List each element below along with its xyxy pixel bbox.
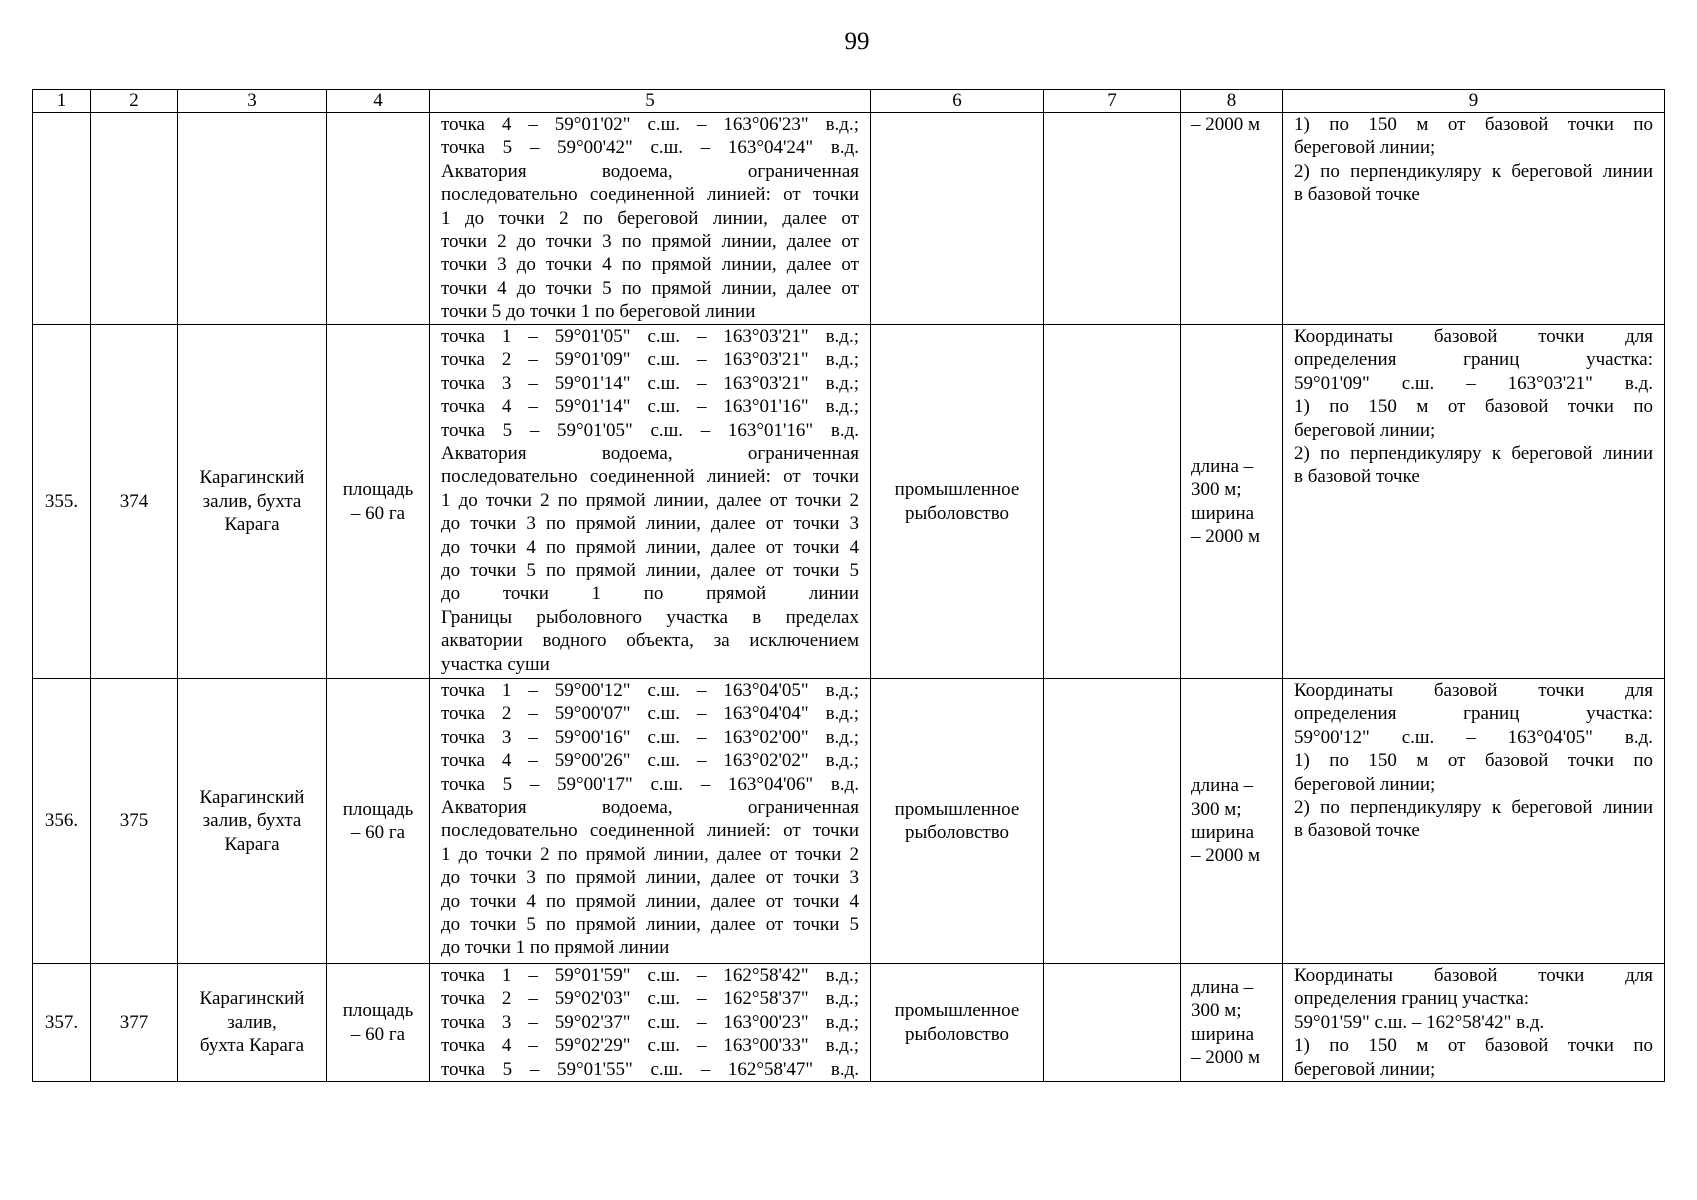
- dimensions-line: 300 м;: [1191, 479, 1242, 501]
- area-number: 375: [91, 679, 178, 964]
- boundaries-line: акватории водного объекта, за исключением: [441, 630, 859, 652]
- usage-type: [871, 113, 1044, 325]
- boundaries-line: точка 4 – 59°00'26" с.ш. – 163°02'02" в.д.;: [441, 750, 859, 772]
- table-row: [33, 325, 1665, 679]
- base-point-notes-line: 59°01'59" с.ш. – 162°58'42" в.д.: [1294, 1011, 1545, 1033]
- dimensions-line: длина –: [1191, 455, 1254, 477]
- base-point-notes: [1283, 964, 1665, 1082]
- table-row: [33, 679, 1665, 964]
- location: [178, 964, 327, 1082]
- column-header-8: 8: [1181, 90, 1283, 113]
- usage-type: [871, 679, 1044, 964]
- dimensions-line: 300 м;: [1191, 798, 1242, 820]
- area-number: [91, 113, 178, 325]
- dimensions: [1181, 679, 1283, 964]
- boundaries-line: точка 5 – 59°01'55" с.ш. – 162°58'47" в.д.: [441, 1058, 859, 1080]
- column-header-4: 4: [327, 90, 430, 113]
- boundaries-line: последовательно соединенной линией: от точки: [441, 820, 859, 842]
- column-header-5: 5: [430, 90, 871, 113]
- boundaries-line: до точки 3 по прямой линии, далее от точки 3: [441, 867, 859, 889]
- boundaries-line: 1 до точки 2 по прямой линии, далее от точки 2: [441, 843, 859, 865]
- boundaries-line: точка 4 – 59°02'29" с.ш. – 163°00'33" в.д.;: [441, 1035, 859, 1057]
- usage-type-line: рыболовство: [904, 502, 1010, 524]
- column-header-9: 9: [1283, 90, 1665, 113]
- boundaries-line: до точки 3 по прямой линии, далее от точки 3: [441, 513, 859, 535]
- location-line: Карагинский: [199, 467, 305, 489]
- location-line: залив, бухта: [202, 810, 302, 832]
- usage-type-line: рыболовство: [904, 822, 1010, 843]
- location-line: Карагинский: [199, 786, 305, 808]
- boundaries-line: точка 3 – 59°02'37" с.ш. – 163°00'23" в.д.;: [441, 1011, 859, 1033]
- boundaries-line: Акватория водоема, ограниченная: [441, 160, 859, 182]
- location: [178, 113, 327, 325]
- dimensions: [1181, 964, 1283, 1082]
- boundaries: [430, 113, 871, 325]
- location-line: залив, бухта: [202, 490, 302, 512]
- boundaries-line: до точки 4 по прямой линии, далее от точки 4: [441, 890, 859, 912]
- dimensions-line: – 2000 м: [1191, 525, 1261, 547]
- base-point-notes-line: определения границ участка:: [1294, 349, 1653, 371]
- base-point-notes-line: 2) по перпендикуляру к береговой линии: [1294, 160, 1653, 182]
- area-size: [327, 679, 430, 964]
- base-point-notes-line: 2) по перпендикуляру к береговой линии: [1294, 443, 1653, 465]
- boundaries-line: точка 5 – 59°01'05" с.ш. – 163°01'16" в.д.: [441, 419, 859, 441]
- boundaries-line: точки 2 до точки 3 по прямой линии, далее от: [441, 231, 859, 253]
- base-point-notes-line: в базовой точке: [1294, 820, 1420, 842]
- area-size-line: площадь: [342, 479, 414, 501]
- base-point-notes-line: береговой линии;: [1294, 773, 1436, 795]
- dimensions: [1181, 113, 1283, 325]
- location-line: Карагинский: [199, 988, 305, 1010]
- area-size-line: – 60 га: [350, 1023, 406, 1045]
- boundaries-line: до точки 5 по прямой линии, далее от точки 5: [441, 560, 859, 582]
- boundaries-line: до точки 4 по прямой линии, далее от точки 4: [441, 536, 859, 558]
- boundaries-line: точка 2 – 59°02'03" с.ш. – 162°58'37" в.д.;: [441, 988, 859, 1010]
- base-point-notes-line: 59°01'09" с.ш. – 163°03'21" в.д.: [1294, 372, 1653, 394]
- location-line: бухта Карага: [199, 1035, 305, 1057]
- usage-type-line: промышленное: [894, 1000, 1020, 1022]
- area-size: [327, 113, 430, 325]
- boundaries-line: участка суши: [441, 653, 550, 675]
- dimensions-line: 300 м;: [1191, 1000, 1242, 1022]
- location: [178, 325, 327, 679]
- area-size: [327, 325, 430, 679]
- row-number: 356.: [33, 679, 91, 964]
- area-size-line: площадь: [342, 1000, 414, 1022]
- base-point-notes-line: 59°00'12" с.ш. – 163°04'05" в.д.: [1294, 726, 1653, 748]
- base-point-notes-line: в базовой точке: [1294, 184, 1420, 206]
- base-point-notes-line: береговой линии;: [1294, 137, 1436, 159]
- boundaries-line: точка 3 – 59°00'16" с.ш. – 163°02'00" в.д.;: [441, 726, 859, 748]
- usage-type-line: промышленное: [894, 798, 1020, 820]
- location: [178, 679, 327, 964]
- boundaries-line: Акватория водоема, ограниченная: [441, 443, 859, 465]
- boundaries-line: точка 5 – 59°00'17" с.ш. – 163°04'06" в.д.: [441, 773, 859, 795]
- boundaries-line: точка 5 – 59°00'42" с.ш. – 163°04'24" в.д.: [441, 137, 859, 159]
- base-point-notes: [1283, 113, 1665, 325]
- area-number: 374: [91, 325, 178, 679]
- dimensions-line: ширина: [1191, 1023, 1255, 1045]
- base-point-notes-line: в базовой точке: [1294, 466, 1420, 488]
- fishing-areas-table: [32, 89, 1665, 1082]
- column-7: [1044, 679, 1181, 964]
- dimensions-line: – 2000 м: [1191, 114, 1261, 135]
- area-number: 377: [91, 964, 178, 1082]
- dimensions-line: ширина: [1191, 502, 1255, 524]
- boundaries-line: точки 3 до точки 4 по прямой линии, далее от: [441, 254, 859, 276]
- boundaries-line: до точки 5 по прямой линии, далее от точки 5: [441, 914, 859, 936]
- base-point-notes: [1283, 679, 1665, 964]
- base-point-notes-line: 1) по 150 м от базовой точки по: [1294, 396, 1653, 418]
- base-point-notes-line: 1) по 150 м от базовой точки по: [1294, 750, 1653, 772]
- usage-type: [871, 964, 1044, 1082]
- area-size: [327, 964, 430, 1082]
- column-header-6: 6: [871, 90, 1044, 113]
- row-number: [33, 113, 91, 325]
- area-size-line: – 60 га: [350, 502, 406, 524]
- boundaries-line: точка 2 – 59°01'09" с.ш. – 163°03'21" в.д.;: [441, 349, 859, 371]
- row-number: 355.: [33, 325, 91, 679]
- dimensions-line: длина –: [1191, 976, 1254, 998]
- boundaries: [430, 325, 871, 679]
- page-number: 99: [844, 28, 870, 55]
- boundaries-line: до точки 1 по прямой линии: [441, 583, 859, 605]
- base-point-notes: [1283, 325, 1665, 679]
- dimensions-line: ширина: [1191, 822, 1255, 843]
- table-row: [33, 964, 1665, 1082]
- boundaries-line: точка 3 – 59°01'14" с.ш. – 163°03'21" в.д.;: [441, 372, 859, 394]
- boundaries-line: точки 5 до точки 1 по береговой линии: [441, 301, 756, 323]
- base-point-notes-line: определения границ участка:: [1294, 988, 1530, 1010]
- boundaries-line: 1 до точки 2 по береговой линии, далее от: [441, 207, 859, 229]
- boundaries-line: точка 1 – 59°01'05" с.ш. – 163°03'21" в.д.;: [441, 326, 859, 347]
- column-header-3: 3: [178, 90, 327, 113]
- column-7: [1044, 113, 1181, 325]
- dimensions-line: – 2000 м: [1191, 845, 1261, 867]
- boundaries-line: точка 2 – 59°00'07" с.ш. – 163°04'04" в.д.;: [441, 703, 859, 725]
- dimensions: [1181, 325, 1283, 679]
- usage-type-line: промышленное: [894, 479, 1020, 501]
- boundaries-line: точка 1 – 59°01'59" с.ш. – 162°58'42" в.д.;: [441, 965, 859, 986]
- boundaries-line: точка 1 – 59°00'12" с.ш. – 163°04'05" в.д.;: [441, 680, 859, 701]
- area-size-line: площадь: [342, 798, 414, 820]
- boundaries-line: точка 4 – 59°01'14" с.ш. – 163°01'16" в.д.;: [441, 396, 859, 418]
- base-point-notes-line: 2) по перпендикуляру к береговой линии: [1294, 797, 1653, 819]
- column-header-7: 7: [1044, 90, 1181, 113]
- column-header-1: 1: [33, 90, 91, 113]
- location-line: залив,: [227, 1011, 277, 1033]
- base-point-notes-line: 1) по 150 м от базовой точки по: [1294, 1035, 1653, 1057]
- boundaries: [430, 964, 871, 1082]
- boundaries-line: Границы рыболовного участка в пределах: [441, 606, 859, 628]
- base-point-notes-line: 1) по 150 м от базовой точки по: [1294, 114, 1653, 135]
- area-size-line: – 60 га: [350, 822, 406, 843]
- header-row: [33, 90, 1665, 113]
- dimensions-line: – 2000 м: [1191, 1046, 1261, 1068]
- row-number: 357.: [33, 964, 91, 1082]
- boundaries-line: точка 4 – 59°01'02" с.ш. – 163°06'23" в.д.;: [441, 114, 859, 135]
- usage-type-line: рыболовство: [904, 1023, 1010, 1045]
- column-7: [1044, 964, 1181, 1082]
- boundaries-line: последовательно соединенной линией: от точки: [441, 184, 859, 206]
- column-7: [1044, 325, 1181, 679]
- location-line: Карага: [224, 833, 280, 855]
- boundaries: [430, 679, 871, 964]
- boundaries-line: до точки 1 по прямой линии: [441, 937, 670, 959]
- base-point-notes-line: определения границ участка:: [1294, 703, 1653, 725]
- column-header-2: 2: [91, 90, 178, 113]
- base-point-notes-line: Координаты базовой точки для: [1294, 680, 1653, 701]
- boundaries-line: последовательно соединенной линией: от точки: [441, 466, 859, 488]
- location-line: Карага: [224, 514, 280, 536]
- base-point-notes-line: Координаты базовой точки для: [1294, 965, 1653, 986]
- dimensions-line: длина –: [1191, 775, 1254, 797]
- boundaries-line: Акватория водоема, ограниченная: [441, 797, 859, 819]
- base-point-notes-line: береговой линии;: [1294, 419, 1436, 441]
- base-point-notes-line: Координаты базовой точки для: [1294, 326, 1653, 347]
- boundaries-line: 1 до точки 2 по прямой линии, далее от точки 2: [441, 489, 859, 511]
- table-row: [33, 113, 1665, 325]
- usage-type: [871, 325, 1044, 679]
- boundaries-line: точки 4 до точки 5 по прямой линии, далее от: [441, 277, 859, 299]
- base-point-notes-line: береговой линии;: [1294, 1058, 1436, 1080]
